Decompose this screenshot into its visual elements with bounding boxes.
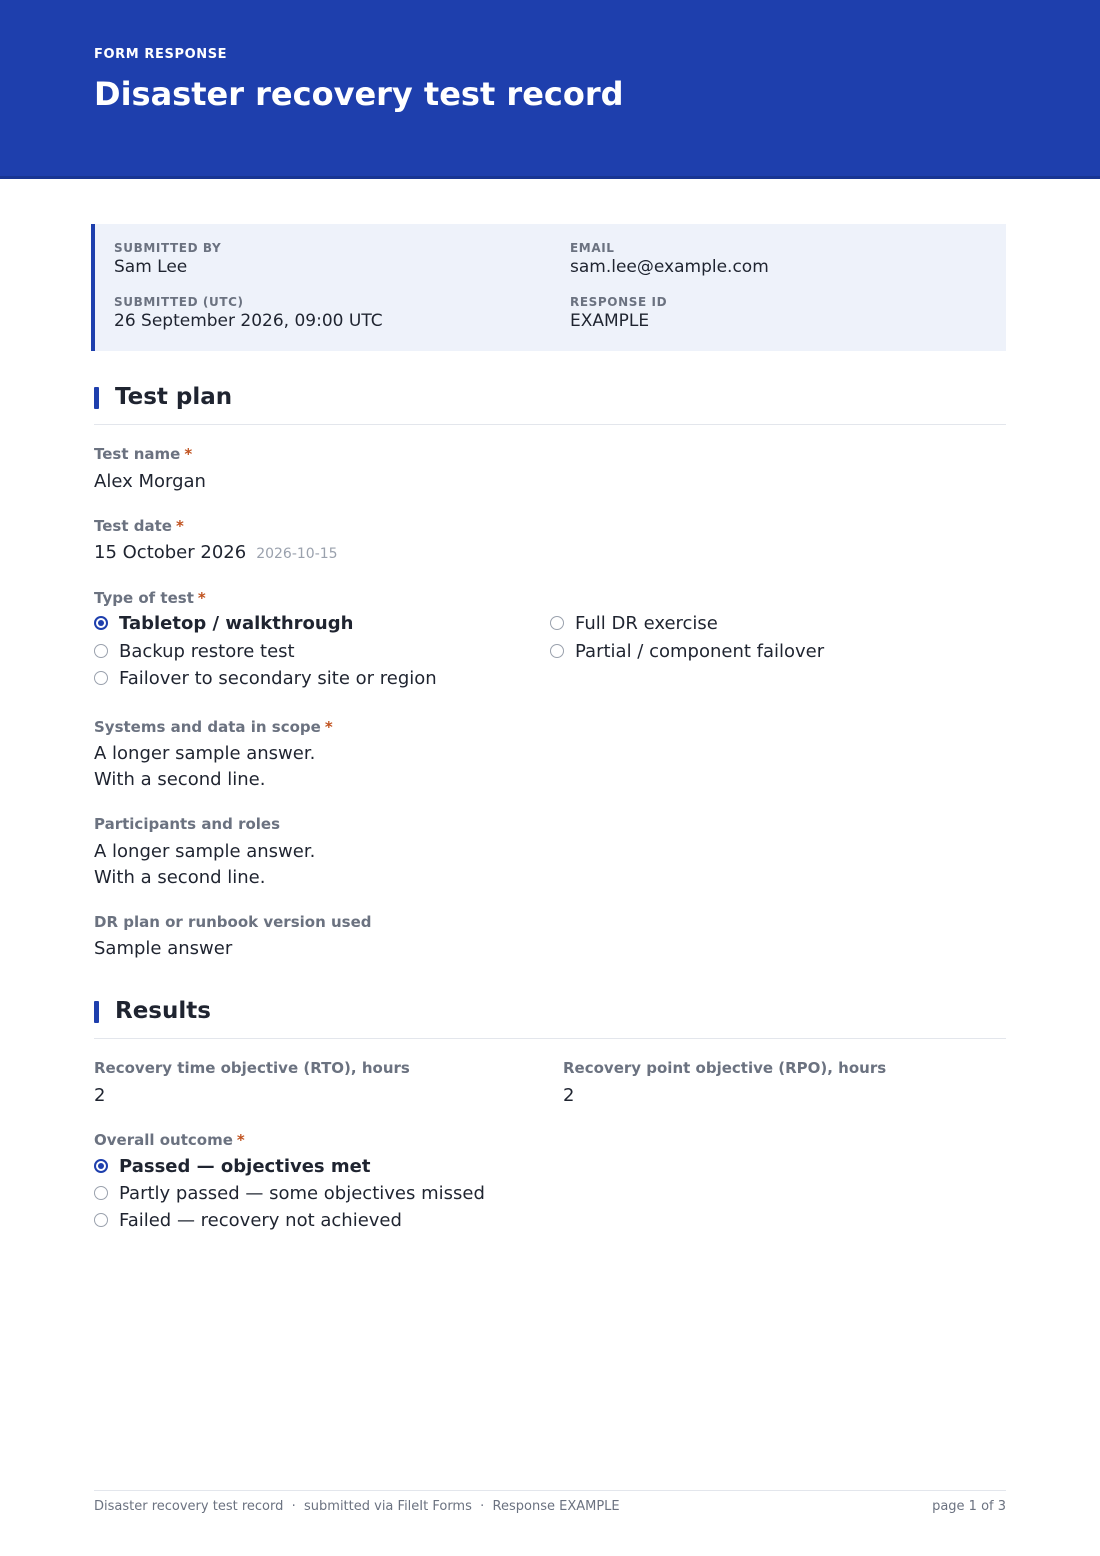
radio-icon	[550, 644, 564, 658]
section-accent-bar	[94, 387, 99, 409]
form-header	[0, 0, 1100, 179]
outcome-option[interactable]: Failed — recovery not achieved	[94, 1209, 402, 1233]
rpo-value: 2	[563, 1085, 575, 1106]
required-marker: *	[175, 517, 184, 535]
type-option[interactable]: Tabletop / walkthrough	[94, 612, 353, 636]
test-name-value: Alex Morgan	[94, 471, 206, 492]
systems-in-scope-value: A longer sample answer. With a second line.	[94, 743, 316, 790]
section-results	[94, 998, 1006, 1039]
rto-label: Recovery time objective (RTO), hours	[94, 1059, 410, 1077]
test-date-label: Test date *	[94, 517, 184, 535]
submitted-utc	[114, 295, 383, 331]
submitted-by-value: Sam Lee	[114, 257, 188, 277]
email-value: sam.lee@example.com	[570, 257, 769, 277]
submitted-by-label: SUBMITTED BY	[114, 241, 222, 255]
section-accent-bar	[94, 1001, 99, 1023]
radio-icon	[550, 616, 564, 630]
radio-icon	[94, 616, 108, 630]
radio-icon	[94, 1213, 108, 1227]
required-marker: *	[197, 589, 206, 607]
participants-label: Participants and roles	[94, 815, 281, 833]
response-id-label: RESPONSE ID	[570, 295, 668, 309]
form-eyebrow: FORM RESPONSE	[94, 47, 228, 62]
required-marker: *	[184, 445, 193, 463]
overall-outcome-label: Overall outcome *	[94, 1131, 245, 1149]
radio-icon	[94, 1186, 108, 1200]
submission-meta	[91, 224, 1006, 351]
section-test-plan	[94, 384, 1006, 425]
page-number: page 1 of 3	[932, 1499, 1006, 1514]
radio-icon	[94, 1159, 108, 1173]
rpo-label: Recovery point objective (RPO), hours	[563, 1059, 887, 1077]
section-title: Test plan	[115, 384, 233, 410]
page-footer	[94, 1490, 1006, 1514]
runbook-version-value: Sample answer	[94, 938, 233, 959]
runbook-version-label: DR plan or runbook version used	[94, 913, 372, 931]
type-of-test-label: Type of test *	[94, 589, 206, 607]
email	[570, 241, 769, 277]
radio-icon	[94, 644, 108, 658]
test-date-value: 15 October 2026 2026-10-15	[94, 542, 338, 563]
radio-icon	[94, 671, 108, 685]
test-date-iso: 2026-10-15	[256, 546, 338, 562]
test-name-label: Test name *	[94, 445, 193, 463]
outcome-option[interactable]: Partly passed — some objectives missed	[94, 1182, 485, 1206]
type-option[interactable]: Failover to secondary site or region	[94, 667, 437, 691]
type-option[interactable]: Partial / component failover	[550, 640, 824, 664]
rto-value: 2	[94, 1085, 106, 1106]
section-title: Results	[115, 998, 211, 1024]
response-id	[570, 295, 667, 331]
email-label: EMAIL	[570, 241, 615, 255]
required-marker: *	[236, 1131, 245, 1149]
participants-value: A longer sample answer. With a second line.	[94, 841, 316, 888]
response-id-value: EXAMPLE	[570, 311, 650, 331]
submitted-by	[114, 241, 221, 277]
systems-in-scope-label: Systems and data in scope *	[94, 718, 333, 736]
type-option[interactable]: Full DR exercise	[550, 612, 718, 636]
required-marker: *	[324, 718, 333, 736]
submitted-utc-value: 26 September 2026, 09:00 UTC	[114, 311, 383, 331]
form-title: Disaster recovery test record	[94, 75, 624, 113]
type-option[interactable]: Backup restore test	[94, 640, 295, 664]
submitted-utc-label: SUBMITTED (UTC)	[114, 295, 244, 309]
outcome-option[interactable]: Passed — objectives met	[94, 1155, 370, 1179]
footer-text: Disaster recovery test record · submitted via FileIt Forms · Response EXAMPLE	[94, 1499, 620, 1514]
